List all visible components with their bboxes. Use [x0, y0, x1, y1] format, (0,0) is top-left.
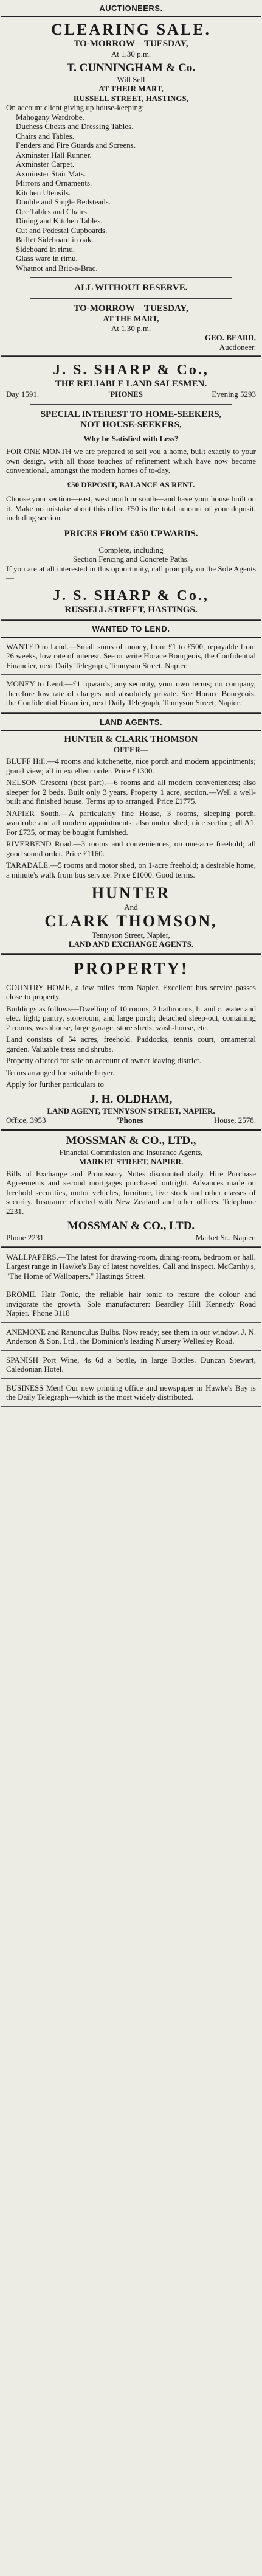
list-item: Kitchen Utensils.: [16, 187, 71, 197]
wanted-ad-2: MONEY to Lend.—£1 upwards; any security, your own terms; no company, therefore low rate of charges and absolutely private. See Horace Bourgeois, the Confidential Financier, next Daily Telegraph, Tennyson Street, Napier.: [1, 675, 261, 713]
mossman-body: Bills of Exchange and Promissory Notes discounted daily. Hire Purchase Agreements and second mortgages purchased outright. Advances made on freehold securities, motor vehicles, furniture, live stock and other classes of security. Insurance effected with New Zealand and other offices. Telephone 2231.: [6, 1168, 256, 1216]
sharp-body-2: Choose your section—east, west north or south—and have your house built on it. Make no mistake about this offer. £50 is the total amount of your deposit, including section.: [6, 494, 256, 522]
list-item: Whatnot and Bric-a-Brac.: [16, 263, 98, 273]
auction-firm: T. CUNNINGHAM & Co.: [66, 61, 196, 74]
listing-nelson: NELSON Crescent (best part).—6 rooms and all modern conveniences; also sleeper for 2 beds. Built only 3 years. Property 1 acre, section.—Well a well-built and finished house. Terms up to arranged. Price £1775.: [6, 778, 256, 806]
sharp-phones-label: 'PHONES: [108, 389, 143, 399]
sale-when-2: TO-MORROW—TUESDAY,: [74, 304, 188, 313]
list-item: Cut and Pedestal Cupboards.: [16, 225, 108, 235]
divider: [30, 277, 232, 278]
property-ad: [1, 954, 261, 1129]
land-heading: LAND AGENTS.: [1, 713, 261, 731]
oldham-phones-row: [6, 1115, 256, 1125]
sale-time-2: At 1.30 p.m.: [111, 323, 151, 333]
sharp-day-phone: Day 1591.: [6, 389, 40, 399]
listing-napier: NAPIER South.—A particularly fine House, 3 rooms, sleeping porch, wardrobe and all modern appointments; also motor shed; nice section; all A1. For £735, or may be bought furnished.: [6, 808, 256, 837]
sharp-phones-row: [6, 389, 256, 399]
listing-taradale: TARADALE.—5 rooms and motor shed, on 1-acre freehold; a desirable home, a minute's walk from bus service. Price £1000. Good terms.: [6, 860, 256, 879]
property-country: COUNTRY HOME, a few miles from Napier. Excellent bus service passes close to property.: [6, 982, 256, 1001]
list-item: Axminster Stair Mats.: [16, 169, 86, 178]
property-terms: Terms arranged for suitable buyer.: [6, 1067, 115, 1077]
hunter-offer: OFFER—: [113, 744, 149, 754]
sale-when: TO-MORROW—TUESDAY,: [74, 39, 188, 49]
clearing-sale-ad: [1, 17, 261, 356]
listing-riverbend: RIVERBEND Road.—3 rooms and conveniences, on one-acre freehold; all good sound order. Price £1160.: [6, 839, 256, 858]
sharp-evening-phone: Evening 5293: [212, 389, 256, 399]
sell-line-1: Will Sell: [117, 74, 145, 84]
hunter-and: And: [124, 902, 138, 912]
special-line-2: NOT HOUSE-SEEKERS,: [80, 419, 182, 430]
property-land: Land consists of 54 acres, freehold. Paddocks, tennis court, ornamental garden. Valuable tress and shrubs.: [6, 1035, 256, 1053]
mossman-name-2: MOSSMAN & CO., LTD.: [67, 1220, 195, 1232]
mossman-street-2: Market St., Napier.: [195, 1233, 256, 1242]
oldham-phones-label: 'Phones: [117, 1115, 143, 1125]
list-item: Axminster Hall Runner.: [16, 150, 92, 159]
sharp-tagline: THE RELIABLE LAND SALESMEN.: [55, 379, 207, 389]
hunter-firm: HUNTER & CLARK THOMSON: [64, 734, 198, 744]
hunter-ad: [1, 731, 261, 954]
sharp-street: RUSSELL STREET, HASTINGS.: [64, 604, 198, 615]
no-reserve: ALL WITHOUT RESERVE.: [74, 283, 188, 293]
spanish-port-ad: SPANISH Port Wine, 4s 6d a bottle, in large Bottles. Duncan Stewart, Caledonian Hotel.: [1, 1351, 261, 1379]
divider: [30, 298, 232, 299]
mossman-ad: [1, 1129, 261, 1247]
sell-line-2: AT THEIR MART,: [98, 84, 164, 93]
sale-place-2: AT THE MART,: [103, 314, 159, 323]
sharp-ad: [1, 356, 261, 620]
auctioneers-heading: AUCTIONEERS.: [1, 0, 261, 17]
property-buildings: Buildings as follows—Dwelling of 10 rooms, 2 bathrooms, h. and c. water and elec. light; pantry, storeroom, and large porch; detached sleep-out, containing 2 rooms, washhouse, large garage, store sheds, wash-house, etc.: [6, 1004, 256, 1032]
sharp-interested: If you are at all interested in this opportunity, call promptly on the Sole Agents—: [6, 564, 256, 582]
sell-line-3: RUSSELL STREET, HASTINGS,: [73, 93, 189, 103]
list-item: Occ Tables and Chairs.: [16, 206, 89, 216]
list-item: Sideboard in rimu.: [16, 244, 75, 254]
newspaper-page: [1, 0, 261, 1407]
mossman-phone: Phone 2231: [6, 1233, 44, 1242]
sale-intro: On account client giving up house-keeping:: [6, 103, 145, 112]
sharp-deposit: £50 DEPOSIT, BALANCE AS RENT.: [67, 480, 195, 489]
oldham-address: LAND AGENT, TENNYSON STREET, NAPIER.: [47, 1106, 215, 1115]
sale-items: [6, 113, 256, 273]
auctioneer-title: Auctioneer.: [219, 342, 256, 352]
listing-bluff: BLUFF Hill.—4 rooms and kitchenette, nice porch and modern appointments; grand view; all in excellent order. Price £1300.: [6, 756, 256, 775]
oldham-house: House, 2578.: [214, 1115, 256, 1125]
divider: [30, 404, 232, 405]
property-title: PROPERTY!: [73, 959, 189, 979]
sharp-fencing: Section Fencing and Concrete Paths.: [73, 554, 189, 564]
sharp-complete: Complete, including: [98, 545, 164, 554]
list-item: Duchess Chests and Dressing Tables.: [16, 122, 134, 131]
wanted-heading: WANTED TO LEND.: [1, 620, 261, 638]
sharp-name: J. S. SHARP & Co.,: [53, 362, 209, 378]
mossman-desc: Financial Commission and Insurance Agents,: [59, 1147, 203, 1157]
anemone-ad: ANEMONE and Ranunculus Bulbs. Now ready; see them in our window. J. N. Anderson & Son, Ltd., the Dominion's leading Nursery Wellesley Road.: [1, 1323, 261, 1351]
hunter-name: HUNTER: [91, 884, 171, 902]
sharp-prices: PRICES FROM £850 UPWARDS.: [64, 528, 198, 539]
mossman-street: MARKET STREET, NAPIER.: [78, 1157, 184, 1166]
property-sale: Property offered for sale on account of owner leaving district.: [6, 1056, 202, 1065]
list-item: Axminster Carpet.: [16, 159, 75, 169]
mossman-name: MOSSMAN & CO., LTD.,: [66, 1134, 196, 1147]
auctioneer-signature: GEO. BEARD,: [204, 333, 256, 342]
sharp-body: FOR ONE MONTH we are prepared to sell you a home, built exactly to your own design, with all those touches of refinement which have now become conventional, amongst the modern homes of to-day.: [6, 447, 256, 475]
business-ad: BUSINESS Men! Our new printing office and newspaper in Hawke's Bay is the Daily Telegraph—which is the most widely distributed.: [1, 1379, 261, 1407]
list-item: Mahogany Wardrobe.: [16, 112, 84, 122]
oldham-office: Office, 3953: [6, 1115, 46, 1125]
hunter-street: Tennyson Street, Napier,: [92, 930, 170, 940]
list-item: Mirrors and Ornaments.: [16, 178, 92, 187]
special-line-1: SPECIAL INTEREST TO HOME-SEEKERS,: [40, 409, 222, 419]
list-item: Buffet Sideboard in oak.: [16, 235, 94, 244]
list-item: Dining and Kitchen Tables.: [16, 216, 103, 225]
sale-time: At 1.30 p.m.: [111, 49, 151, 58]
sharp-name-2: J. S. SHARP & Co.,: [53, 587, 209, 604]
satisfied-line: Why be Satisfied with Less?: [83, 433, 179, 443]
mossman-contact-row: [6, 1233, 256, 1243]
clearing-sale-title: CLEARING SALE.: [50, 21, 212, 38]
list-item: Double and Single Bedsteads.: [16, 197, 111, 206]
hunter-agents: LAND AND EXCHANGE AGENTS.: [68, 940, 194, 949]
property-apply: Apply for further particulars to: [6, 1080, 105, 1089]
bromil-ad: BROMIL Hair Tonic, the reliable hair tonic to restore the colour and invigorate the growth. Sole manufacturer: Beardley Hill Kennedy Road Napier. 'Phone 3118: [1, 1285, 261, 1323]
oldham-name: J. H. OLDHAM,: [89, 1092, 173, 1106]
list-item: Glass ware in rimu.: [16, 254, 78, 263]
list-item: Fenders and Fire Guards and Screens.: [16, 141, 136, 150]
wanted-ad-1: WANTED to Lend.—Small sums of money, from £1 to £500, repayable from 26 weeks, low rate of interest. See or write Horace Bourgeois, the Confidential Financier, next Daily Telegraph, Tennyson Street, Napier.: [1, 638, 261, 675]
list-item: Chairs and Tables.: [16, 131, 74, 141]
clark-thomson-name: CLARK THOMSON,: [44, 912, 218, 930]
wallpaper-ad: WALLPAPERS.—The latest for drawing-room, dining-room, bedroom or hall. Largest range in Hawke's Bay of latest novelties. Call and inspect. McCarthy's, "The Home of Wallpapers," Hastings Street.: [1, 1247, 261, 1286]
